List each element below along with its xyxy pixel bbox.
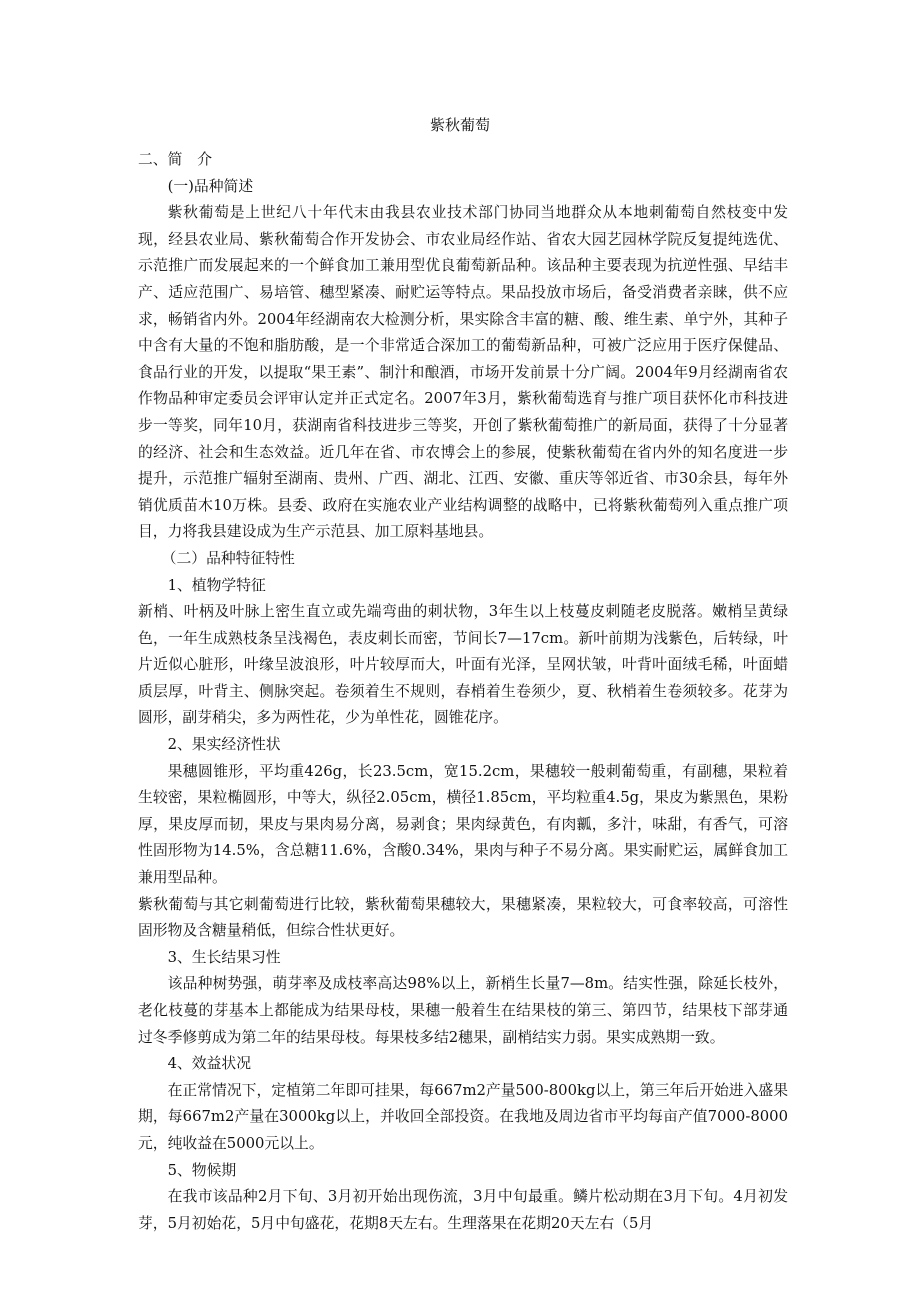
- paragraph-growth: 该品种树势强，萌芽率及成枝率高达98%以上，新梢生长量7—8m。结实性强，除延长枝外，老化枝蔓的芽基本上都能成为结果母枝，果穗一般着生在结果枝的第三、第四节，结果枝下部芽通过冬季修剪成为第二年的结果母枝。每果枝多结2穗果，副梢结实力弱。果实成熟期一致。: [138, 975, 788, 1046]
- paragraph-phenology: 在我市该品种2月下旬、3月初开始出现伤流，3月中旬最重。鳞片松动期在3月下旬。4月初发芽，5月初始花，5月中旬盛花，花期8天左右。生理落果在花期20天左右（5月: [138, 1188, 788, 1232]
- paragraph-benefit: 在正常情况下，定植第二年即可挂果，每667m2产量500-800kg以上，第三年后开始进入盛果期，每667m2产量在3000kg以上，并收回全部投资。在我地及周边省市平均每亩产值7000-8000元，纯收益在5000元以上。: [138, 1081, 788, 1152]
- paragraph-comparison: 紫秋葡萄与其它刺葡萄进行比较，紫秋葡萄果穗较大，果穗紧凑，果粒较大，可食率较高，可溶性固形物及含糖量稍低，但综合性状更好。: [138, 895, 788, 940]
- subsection-variety-description: (一)品种简述: [167, 177, 254, 195]
- document-body: [138, 147, 788, 1237]
- section-heading-intro: 二、简 介: [138, 151, 212, 168]
- item-botanical-title: 1、植物学特征: [167, 576, 266, 594]
- paragraph-botanical: 新梢、叶柄及叶脉上密生直立或先端弯曲的刺状物，3年生以上枝蔓皮刺随老皮脱落。嫩梢呈黄绿色，一年生成熟枝条呈浅褐色，表皮刺长而密，节间长7—17cm。新叶前期为浅紫色，后转绿，叶片近似心脏形，叶缘呈波浪形，叶片较厚而大，叶面有光泽，呈网状皱，叶背叶面绒毛稀，叶面蜡质层厚，叶背主、侧脉突起。卷须着生不规则，春梢着生卷须少，夏、秋梢着生卷须较多。花芽为圆形，副芽稍尖，多为两性花，少为单性花，圆锥花序。: [138, 603, 788, 727]
- paragraph-description: 紫秋葡萄是上世纪八十年代末由我县农业技术部门协同当地群众从本地刺葡萄自然枝变中发现，经县农业局、紫秋葡萄合作开发协会、市农业局经作站、省农大园艺园林学院反复提纯选优、示范推广而发展起来的一个鲜食加工兼用型优良葡萄新品种。该品种主要表现为抗逆性强、早结丰产、适应范围广、易培管、穗型紧凑、耐贮运等特点。果品投放市场后，备受消费者亲睐，供不应求，畅销省内外。2004年经湖南农大检测分析，果实除含丰富的糖、酸、维生素、单宁外，其种子中含有大量的不饱和脂肪酸，是一个非常适合深加工的葡萄新品种，可被广泛应用于医疗保健品、食品行业的开发，以提取“果王素”、制汁和酿酒，市场开发前景十分广阔。2004年9月经湖南省农作物品种审定委员会评审认定并正式定名。2007年3月，紫秋葡萄选育与推广项目获怀化市科技进步一等奖，同年10月，获湖南省科技进步三等奖，开创了紫秋葡萄推广的新局面，获得了十分显著的经济、社会和生态效益。近几年在省、市农博会上的参展，使紫秋葡萄在省内外的知名度进一步提升，示范推广辐射至湖南、贵州、广西、湖北、江西、安徽、重庆等邻近省、市30余县，每年外销优质苗木10万株。县委、政府在实施农业产业结构调整的战略中，已将紫秋葡萄列入重点推广项目，力将我县建设成为生产示范县、加工原料基地县。: [138, 204, 788, 541]
- item-benefit-title: 4、效益状况: [167, 1055, 251, 1073]
- document-title: 紫秋葡萄: [429, 116, 490, 134]
- item-growth-title: 3、生长结果习性: [167, 948, 281, 966]
- item-fruit-title: 2、果实经济性状: [167, 736, 281, 754]
- subsection-traits: （二）品种特征特性: [161, 549, 295, 567]
- item-phenology-title: 5、物候期: [167, 1161, 237, 1179]
- paragraph-fruit: 果穗圆锥形，平均重426g，长23.5cm，宽15.2cm，果穗较一般刺葡萄重，有副穗，果粒着生较密，果粒椭圆形，中等大，纵径2.05cm，横径1.85cm，平均粒重4.5g，果皮为紫黑色，果粉厚，果皮厚而韧，果皮与果肉易分离，易剥食；果肉绿黄色，有肉瓤，多汁，味甜，有香气，可溶性固形物为14.5%，含总糖11.6%，含酸0.34%，果肉与种子不易分离。果实耐贮运，属鲜食加工兼用型品种。: [138, 762, 788, 887]
